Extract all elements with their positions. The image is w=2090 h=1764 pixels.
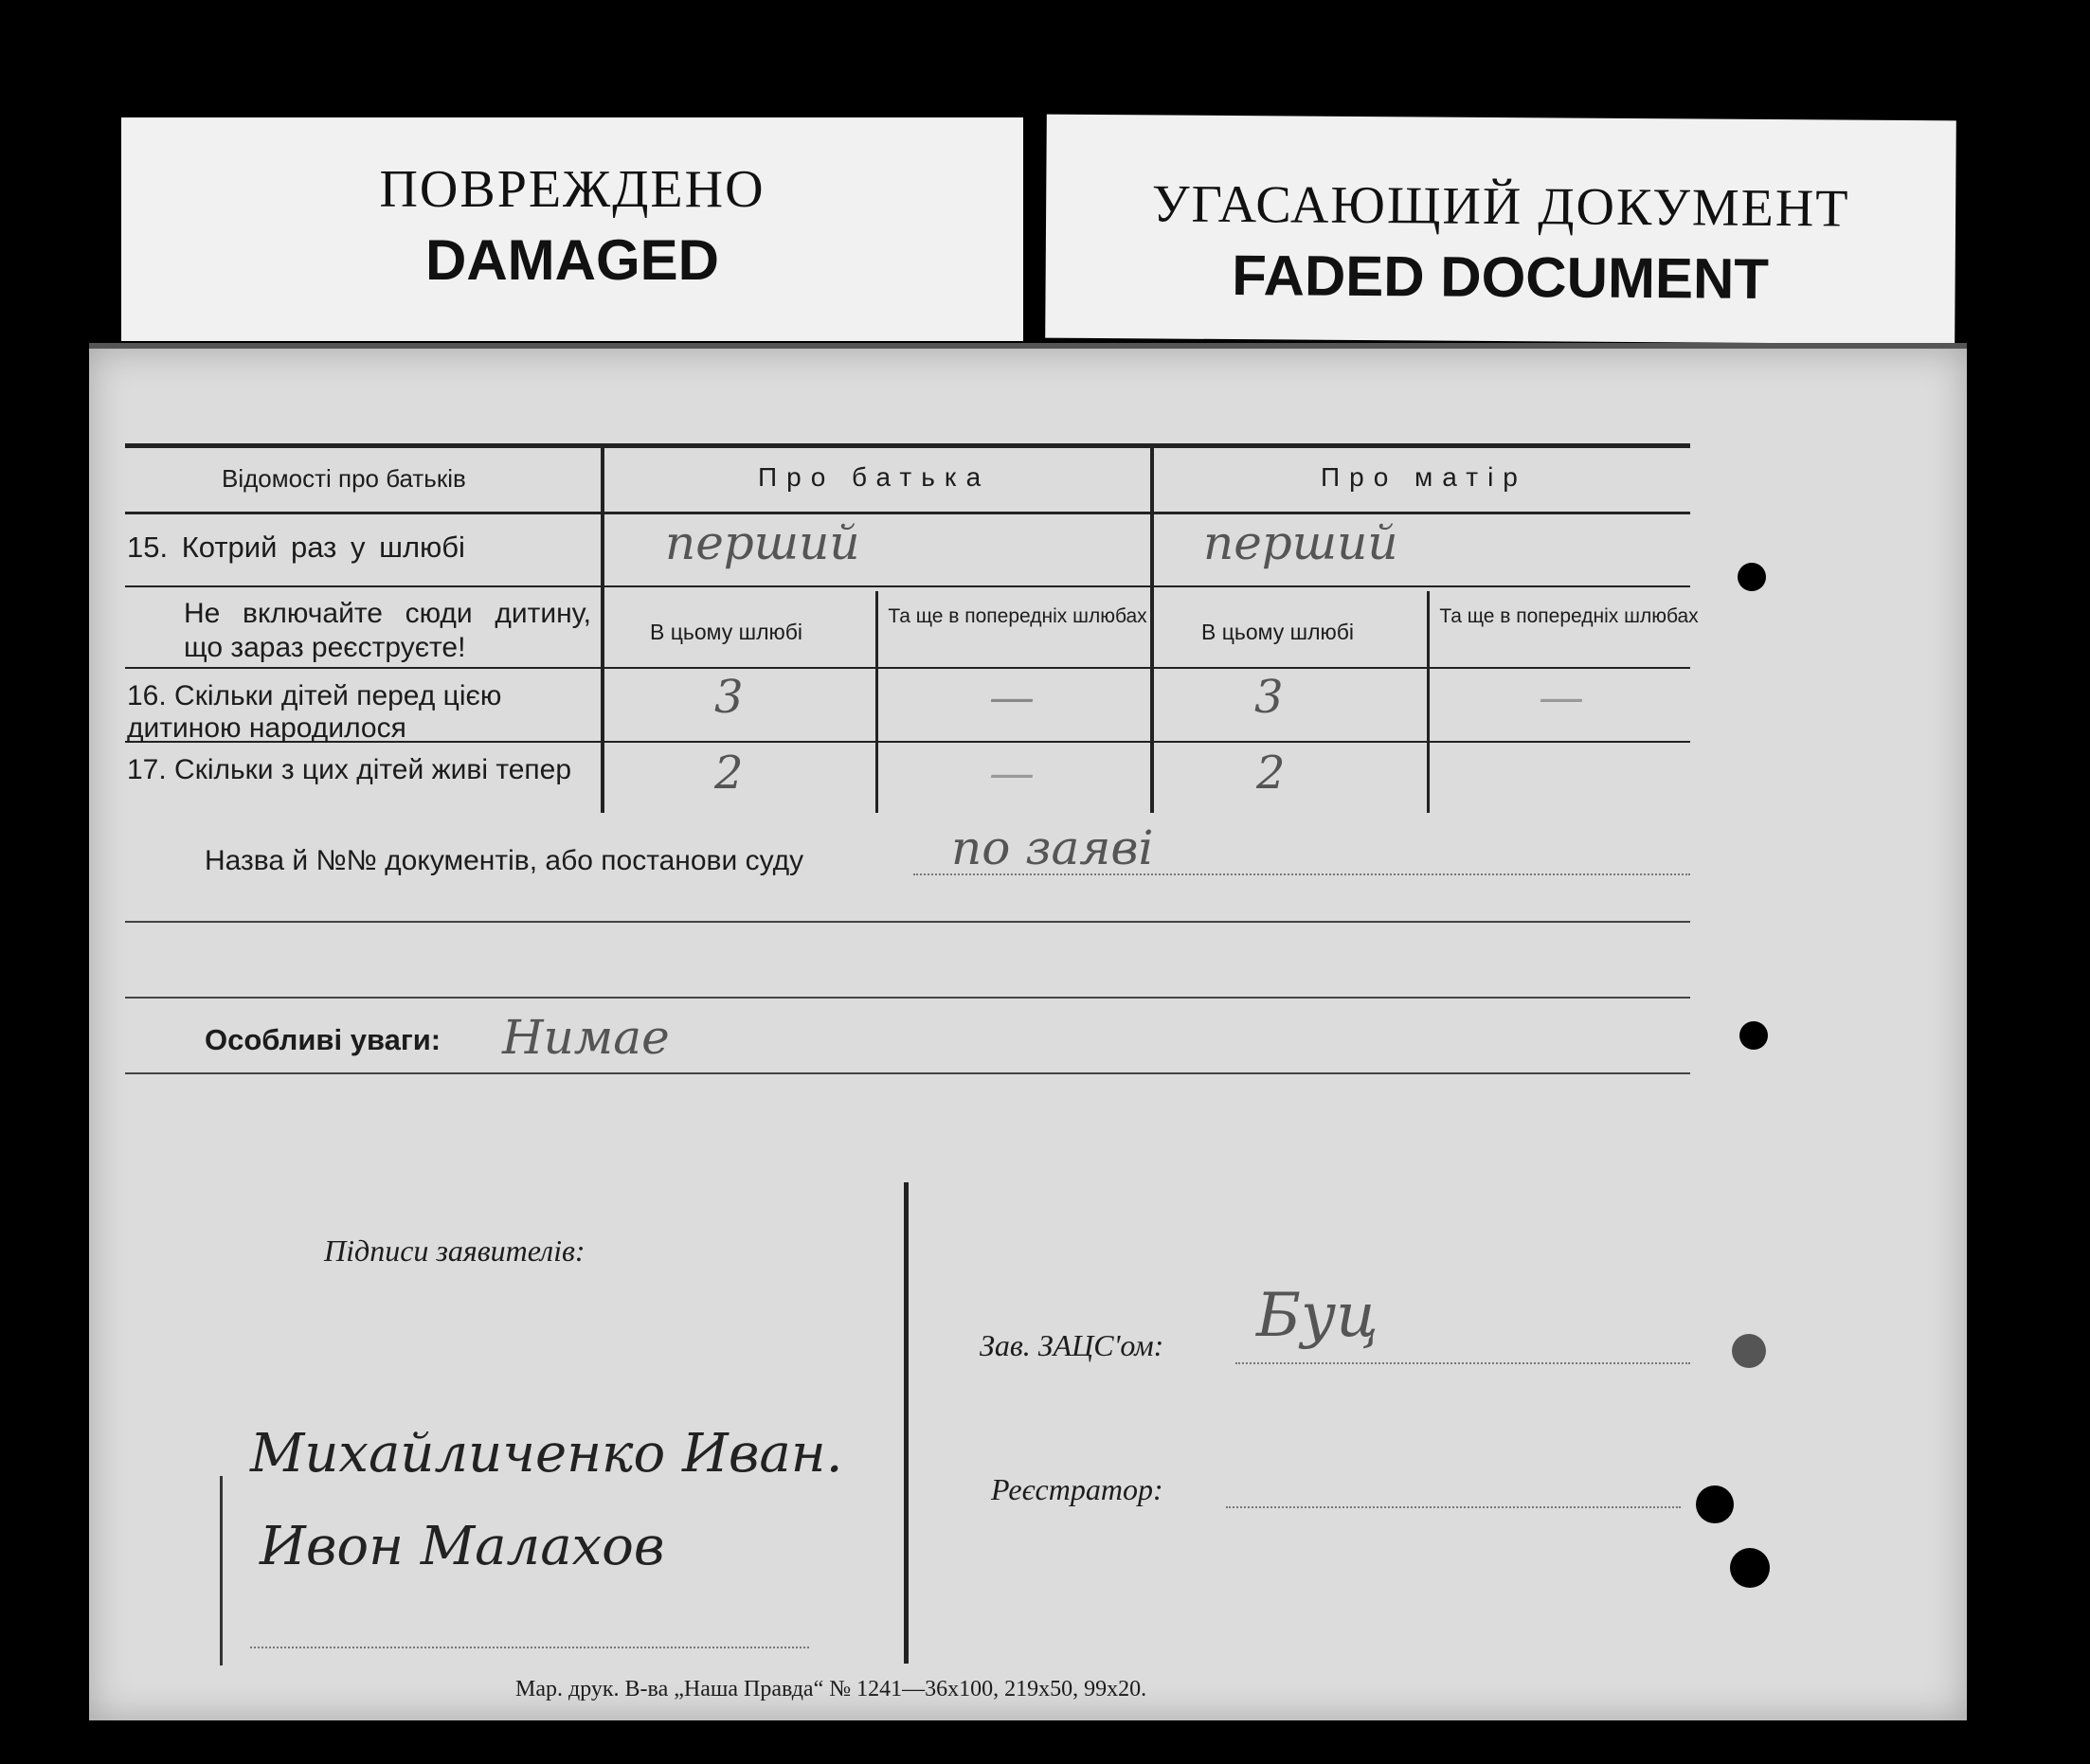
sub-previous-father: Та ще в попередніх шлюбах bbox=[888, 605, 1147, 627]
docs-label: Назва й №№ документів, або постанови суду bbox=[205, 845, 804, 876]
damaged-label-ru: ПОВРЕЖДЕНО bbox=[379, 160, 766, 219]
faded-label-ru: УГАСАЮЩИЙ ДОКУМЕНТ bbox=[1151, 174, 1850, 239]
signature-divider bbox=[904, 1182, 909, 1664]
applicant-signature-1: Михайличенко Иван. bbox=[250, 1423, 843, 1485]
signature-dotted-line bbox=[250, 1647, 809, 1648]
note-text: Не включайте сюди дитину, що зараз реєструєте! bbox=[184, 598, 591, 663]
row17-father-this: 2 bbox=[714, 747, 744, 800]
signature-bracket bbox=[220, 1476, 223, 1665]
applicant-signature-2: Ивон Малахов bbox=[260, 1516, 665, 1577]
document-sheet bbox=[89, 343, 1967, 1720]
row15-father-value: перший bbox=[665, 515, 860, 570]
sub-this-marriage-mother: В цьому шлюбі bbox=[1201, 620, 1355, 644]
row16-label: 16. Скільки дітей перед цією дитиною народилося bbox=[127, 680, 502, 744]
footer-imprint: Мар. друк. В-ва „Наша Правда“ № 1241—36х100, 219х50, 99х20. bbox=[515, 1677, 1147, 1701]
head-dotted-line bbox=[1235, 1362, 1690, 1364]
row17-mother-this: 2 bbox=[1256, 747, 1286, 800]
registrar-label: Реєстратор: bbox=[991, 1472, 1163, 1506]
head-label: Зав. ЗАЦС'ом: bbox=[980, 1328, 1164, 1362]
punch-hole bbox=[1738, 563, 1766, 591]
faded-label-card bbox=[1045, 115, 1956, 345]
row16-mother-this: 3 bbox=[1254, 671, 1284, 724]
col-divider-2 bbox=[875, 591, 878, 813]
signatures-label: Підписи заявителів: bbox=[324, 1233, 586, 1268]
punch-hole bbox=[1730, 1548, 1770, 1588]
row17-label: 17. Скільки з цих дітей живі тепер bbox=[127, 754, 572, 785]
subheader-rule bbox=[125, 667, 1690, 669]
header-father: Про батька bbox=[758, 462, 991, 492]
faded-label-en: FADED DOCUMENT bbox=[1232, 243, 1770, 311]
header-mother: Про матір bbox=[1321, 462, 1527, 492]
row16-mother-previous: — bbox=[1539, 671, 1584, 724]
col-divider-1 bbox=[601, 447, 604, 813]
damaged-label-en: DAMAGED bbox=[425, 228, 719, 292]
docs-blank-line-2 bbox=[125, 997, 1690, 999]
row15-rule bbox=[125, 585, 1690, 587]
punch-hole bbox=[1732, 1334, 1766, 1368]
row15-label: 15. Котрий раз у шлюбі bbox=[127, 531, 465, 564]
header-label: Відомості про батьків bbox=[222, 464, 466, 493]
punch-hole bbox=[1696, 1485, 1734, 1523]
punch-hole bbox=[1739, 1021, 1768, 1050]
sub-this-marriage-father: В цьому шлюбі bbox=[650, 620, 803, 644]
col-divider-4 bbox=[1427, 591, 1430, 813]
sub-previous-mother: Та ще в попередніх шлюбах bbox=[1439, 605, 1699, 627]
row17-father-previous: — bbox=[989, 747, 1035, 800]
col-divider-3 bbox=[1150, 447, 1154, 813]
registrar-dotted-line bbox=[1226, 1506, 1681, 1508]
docs-value: по заяві bbox=[951, 820, 1154, 875]
damaged-label-card bbox=[121, 117, 1023, 341]
docs-blank-line-1 bbox=[125, 921, 1690, 923]
row16-father-previous: — bbox=[989, 671, 1035, 724]
table-header-rule bbox=[125, 512, 1690, 514]
remarks-label: Особливі уваги: bbox=[205, 1023, 441, 1056]
remarks-line bbox=[125, 1072, 1690, 1074]
table-top-rule bbox=[125, 443, 1690, 448]
row15-mother-value: перший bbox=[1203, 515, 1398, 570]
head-signature: Буц bbox=[1256, 1281, 1378, 1351]
row16-father-this: 3 bbox=[714, 671, 744, 724]
remarks-value: Нимае bbox=[502, 1010, 670, 1065]
